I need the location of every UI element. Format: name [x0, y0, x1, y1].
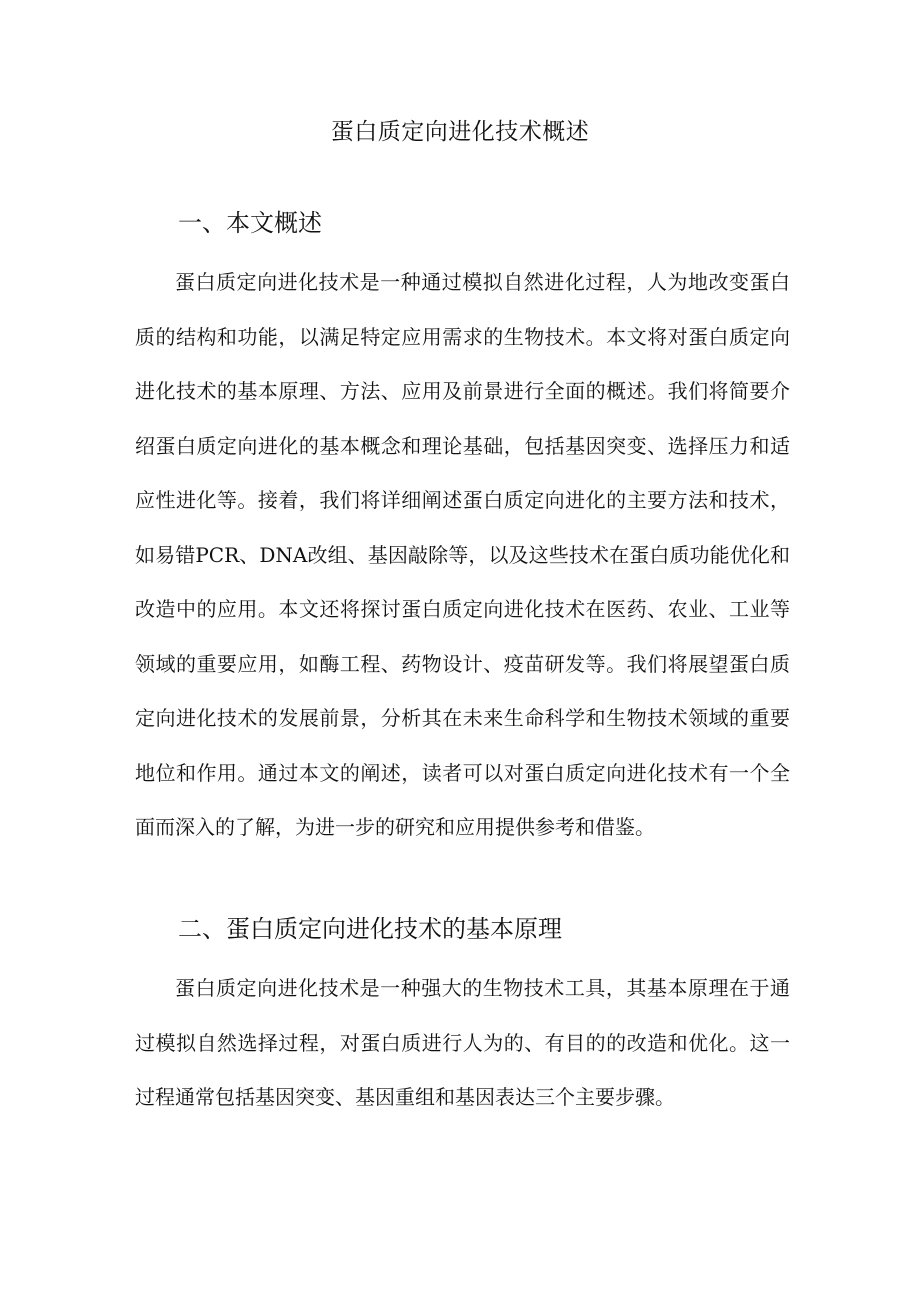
document-title: 蛋白质定向进化技术概述 — [330, 119, 590, 145]
section-paragraph-principles: 蛋白质定向进化技术是一种强大的生物技术工具，其基本原理在于通过模拟自然选择过程，对蛋白质进行人为的、有目的的改造和优化。这一过程通常包括基因突变、基因重组和基因表达三个主要步骤。 — [135, 976, 790, 1109]
section-heading-overview: 一、本文概述 — [178, 209, 322, 237]
section-heading-principles: 二、蛋白质定向进化技术的基本原理 — [178, 915, 562, 943]
section-paragraph-overview: 蛋白质定向进化技术是一种通过模拟自然进化过程，人为地改变蛋白质的结构和功能，以满足特定应用需求的生物技术。本文将对蛋白质定向进化技术的基本原理、方法、应用及前景进行全面的概述。我们将简要介绍蛋白质定向进化的基本概念和理论基础，包括基因突变、选择压力和适应性进化等。接着，我们将详细阐述蛋白质定向进化的主要方法和技术，如易错PCR、DNA改组、基因敲除等，以及这些技术在蛋白质功能优化和改造中的应用。本文还将探讨蛋白质定向进化技术在医药、农业、工业等领域的重要应用，如酶工程、药物设计、疫苗研发等。我们将展望蛋白质定向进化技术的发展前景，分析其在未来生命科学和生物技术领域的重要地位和作用。通过本文的阐述，读者可以对蛋白质定向进化技术有一个全面而深入的了解，为进一步的研究和应用提供参考和借鉴。 — [135, 270, 790, 839]
